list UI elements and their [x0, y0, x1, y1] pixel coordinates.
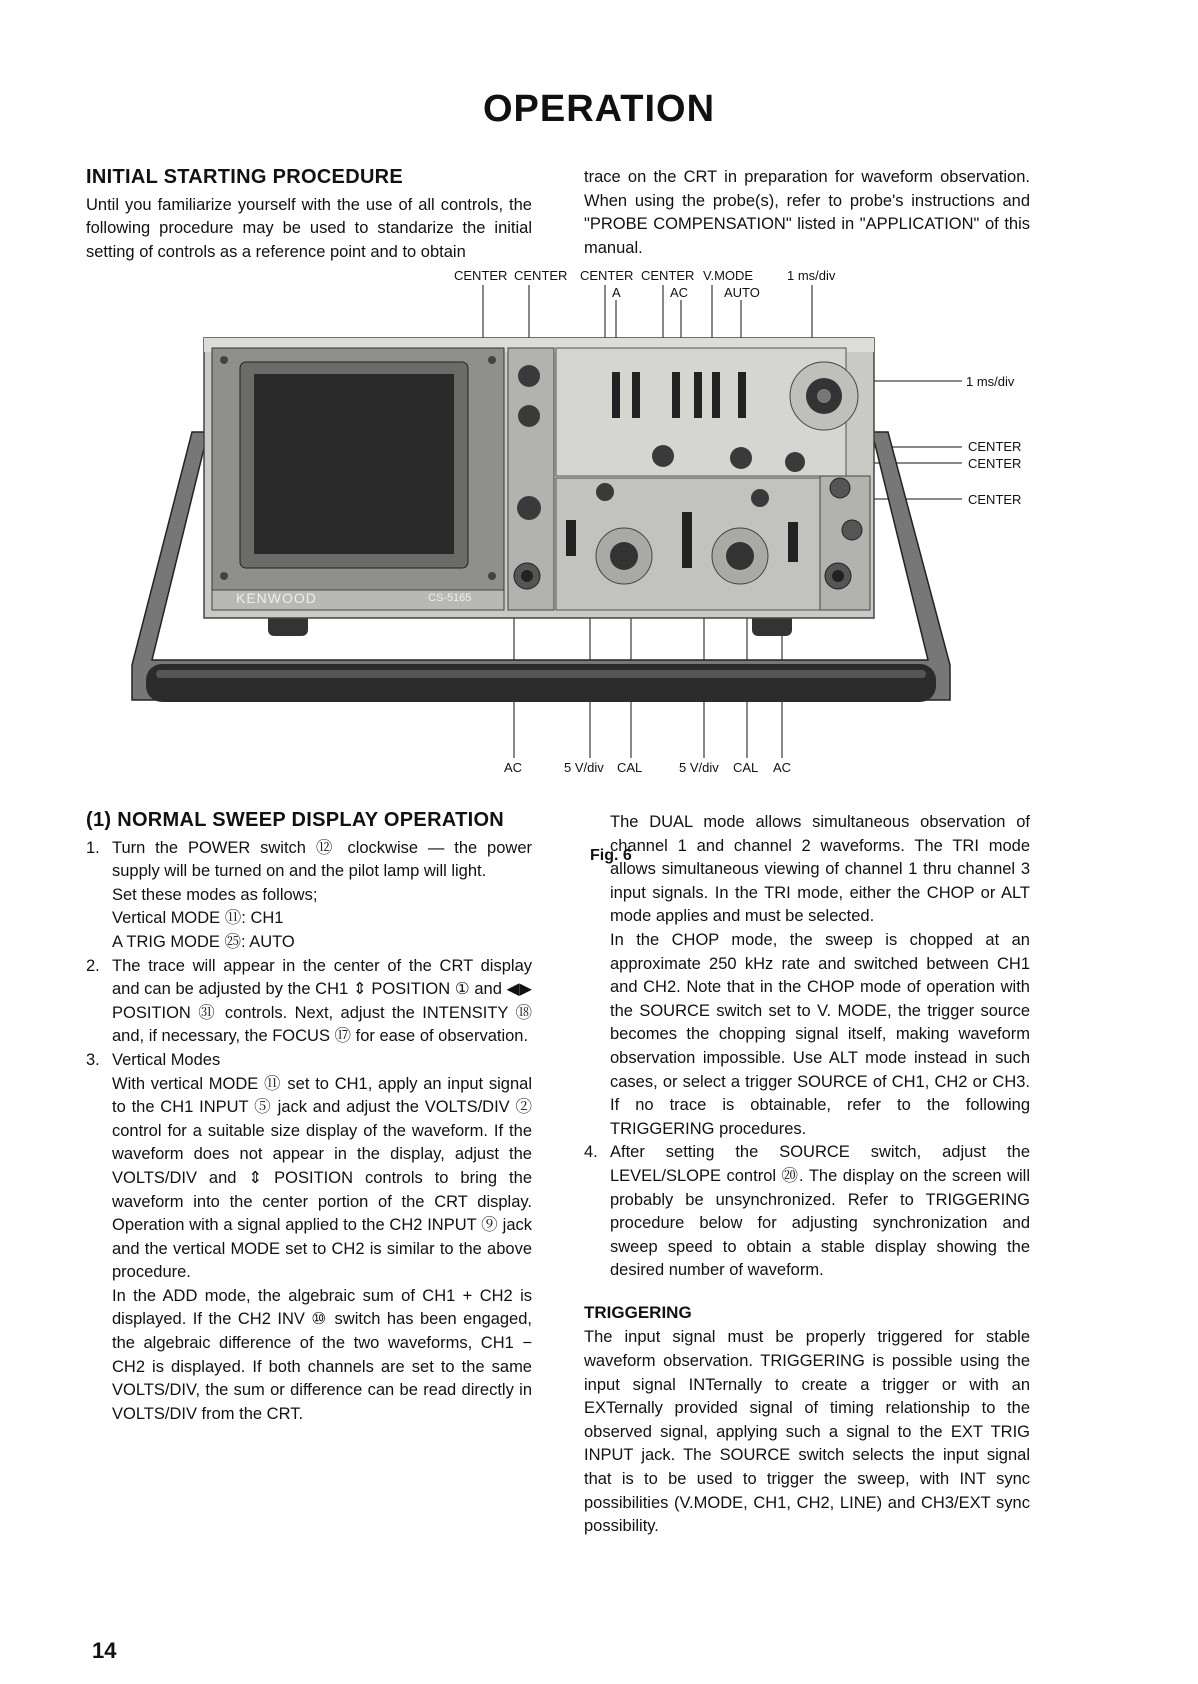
page-title: OPERATION	[482, 88, 716, 130]
fig-label-top-center-4: CENTER	[641, 268, 695, 283]
normal-heading: (1) NORMAL SWEEP DISPLAY OPERATION	[86, 809, 505, 831]
normal-sweep-column	[86, 809, 532, 1426]
initial-heading: INITIAL STARTING PROCEDURE	[86, 166, 404, 188]
initial-right-text: trace on the CRT in preparation for waveform observation. When using the probe(s), refer to probe's instructions and "PROBE COMPENSATION" listed in "APPLICATION" of this manual.	[584, 168, 1030, 257]
fig-label-top-center-2: CENTER	[514, 268, 568, 283]
step-3: 3. Vertical Modes With vertical MODE ⑪ set to CH1, apply an input signal to the CH1 INPUT ⑤ jack and adjust the VOLTS/DIV ② control for a suitable size display of the waveform. If the waveform does not appear in the display, adjust the VOLTS/DIV and ⇕ POSITION controls to bring the waveform into the center portion of the CRT display. Operation with a signal applied to the CH2 INPUT ⑨ jack and the vertical MODE set to CH2 is similar to the above procedure. In the ADD mode, the algebraic sum of CH1 + CH2 is displayed. If the CH2 INV ⑩ switch has been engaged, the algebraic difference of the two waveforms, CH1 − CH2 is displayed. If both channels are set to the same VOLTS/DIV, the sum or difference can be read directly in VOLTS/DIV from the CRT.	[86, 1050, 532, 1423]
dual-mode-text: The DUAL mode allows simultaneous observation of channel 1 and channel 2 waveforms. The TRI mode allows simultaneous viewing of channel 1 thru channel 3 input signals. In the TRI mode, either the CHOP or ALT mode applies and must be selected.	[610, 813, 1030, 926]
fig-label-top-sweep: 1 ms/div	[787, 268, 836, 283]
fig-label-right-center-3: CENTER	[968, 492, 1022, 507]
fig-label-top-vmode: V.MODE	[703, 268, 754, 283]
fig-label-bottom-cal-2: CAL	[733, 760, 759, 775]
oscilloscope-illustration	[0, 0, 1198, 800]
figure-caption: Fig. 6	[590, 847, 632, 864]
model-label: CS-5165	[428, 592, 472, 604]
fig-label-top-center-1: CENTER	[454, 268, 508, 283]
fig-label-top-auto: AUTO	[724, 285, 760, 300]
right-column	[584, 811, 1030, 1539]
step-2: 2. The trace will appear in the center of the CRT display and can be adjusted by the CH1 ⇕ POSITION ① and ◀▶ POSITION ㉛ controls. Next, adjust the INTENSITY ⑱ and, if necessary, the FOCUS ⑰ for ease of observation.	[86, 956, 532, 1046]
fig-label-right-center-1: CENTER	[968, 439, 1022, 454]
fig-label-bottom-volts-1: 5 V/div	[564, 760, 604, 775]
fig-label-bottom-ac-2: AC	[773, 760, 792, 775]
chop-mode-text: In the CHOP mode, the sweep is chopped at an approximate 250 kHz rate and switched between CH1 and CH2. Note that in the CHOP mode of operation with the SOURCE switch set to V. MODE, the trigger source becomes the chopping signal itself, making waveform observation impossible. Use ALT mode instead in such cases, or select a trigger SOURCE of CH1, CH2 or CH3. If no trace is obtainable, refer to the following TRIGGERING procedures.	[610, 930, 1030, 1138]
brand-logo: KENWOOD	[236, 590, 317, 606]
triggering-heading: TRIGGERING	[584, 1302, 692, 1322]
page-number: 14	[92, 1638, 117, 1663]
step-1: 1. Turn the POWER switch ⑫ clockwise — the power supply will be turned on and the pilot lamp will light. Set these modes as follows; Vertical MODE ⑪: CH1 A TRIG MODE ㉕: AUTO	[86, 838, 532, 951]
fig-label-right-sweep: 1 ms/div	[966, 374, 1015, 389]
fig-label-top-ac: AC	[670, 285, 689, 300]
step-4: 4. After setting the SOURCE switch, adjust the LEVEL/SLOPE control ⑳. The display on the screen will probably be unsynchronized. Refer to TRIGGERING procedure below for adjusting synchronization and sweep speed to obtain a stable display showing the desired number of waveform.	[584, 1143, 1030, 1280]
fig-label-top-center-3: CENTER	[580, 268, 634, 283]
fig-label-bottom-cal-1: CAL	[617, 760, 643, 775]
fig-label-bottom-ac-1: AC	[504, 760, 523, 775]
triggering-text: The input signal must be properly triggered for stable waveform observation. TRIGGERING is possible using the input signal INTernally to create a trigger or with an EXTernally provided signal of timing relationship to the observed signal, applying such a signal to the EXT TRIG INPUT jack. The SOURCE switch selects the input signal that is to be used to trigger the sweep, with INT sync possibilities (V.MODE, CH1, CH2, LINE) and CH3/EXT sync possibility.	[584, 1328, 1030, 1536]
fig-label-right-center-2: CENTER	[968, 456, 1022, 471]
fig-label-top-a: A	[612, 285, 621, 300]
fig-label-bottom-volts-2: 5 V/div	[679, 760, 719, 775]
initial-left-text: Until you familiarize yourself with the use of all controls, the following procedure may be used to standarize the initial setting of controls as a reference point and to obtain	[86, 195, 532, 261]
